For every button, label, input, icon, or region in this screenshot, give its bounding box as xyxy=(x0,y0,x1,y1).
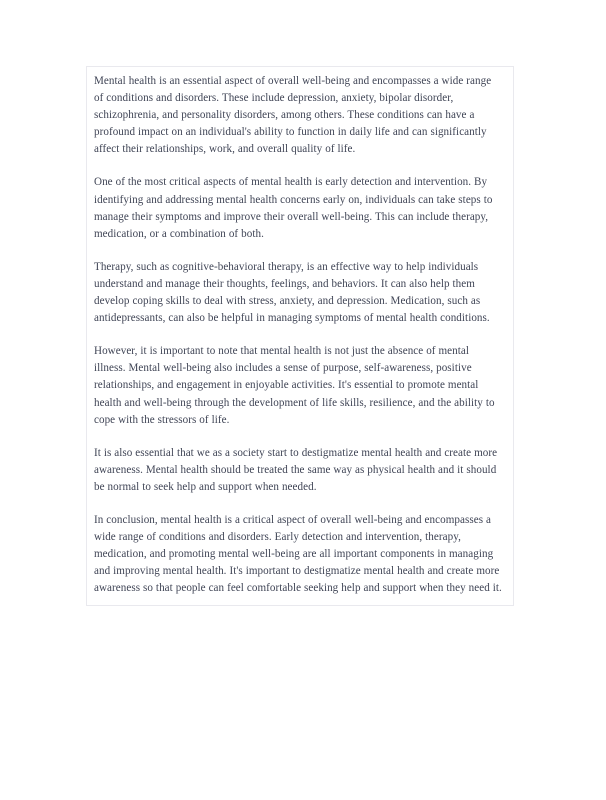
paragraph-1: Mental health is an essential aspect of overall well-being and encompasses a wide range of conditions and disorders. These include depression, anxiety, bipolar disorder, schizophrenia, and personality disorders, among others. These conditions can have a profound impact on an individual's ability to function in daily life and can significantly affect their relationships, work, and overall quality of life. xyxy=(94,75,492,156)
paragraph-4: However, it is important to note that mental health is not just the absence of mental illness. Mental well-being also includes a sense of purpose, self-awareness, positive relationships, and engagement in enjoyable activities. It's essential to promote mental health and well-being through the development of life skills, resilience, and the ability to cope with the stressors of life. xyxy=(94,345,495,426)
paragraph-6: In conclusion, mental health is a critical aspect of overall well-being and encompasses a wide range of conditions and disorders. Early detection and intervention, therapy, medication, and promoting mental well-being are all important components in managing and improving mental health. It's important to destigmatize mental health and create more awareness so that people can feel comfortable seeking help and support when they need it. xyxy=(94,513,502,595)
document-body xyxy=(94,73,503,597)
paragraph-3: Therapy, such as cognitive-behavioral therapy, is an effective way to help individuals understand and manage their thoughts, feelings, and behaviors. It can also help them develop coping skills to deal with stress, anxiety, and depression. Medication, such as antidepressants, can also be helpful in managing symptoms of mental health conditions. xyxy=(94,260,490,325)
document-content-frame xyxy=(86,66,514,606)
paragraph-2: One of the most critical aspects of mental health is early detection and intervention. By identifying and addressing mental health concerns early on, individuals can take steps to manage their symptoms and improve their overall well-being. This can include therapy, medication, or a combination of both. xyxy=(94,176,493,240)
paragraph-5: It is also essential that we as a society start to destigmatize mental health and create more awareness. Mental health should be treated the same way as physical health and it should be normal to seek help and support when needed. xyxy=(94,446,498,493)
